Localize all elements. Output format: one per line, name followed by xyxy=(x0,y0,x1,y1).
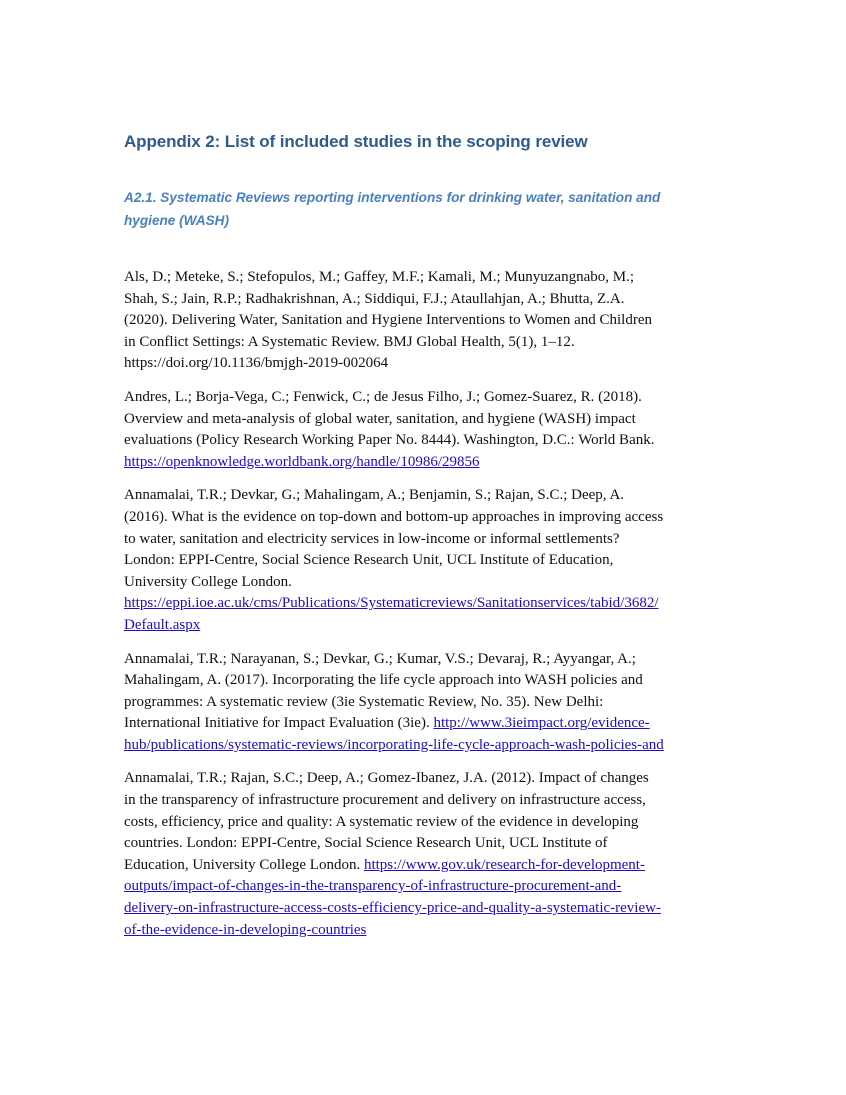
reference-link[interactable]: delivery-on-infrastructure-access-costs-efficiency-price-and-quality-a-systematic-review- xyxy=(124,900,661,917)
reference-link[interactable]: hub/publications/systematic-reviews/incorporating-life-cycle-approach-wash-policies-and xyxy=(124,736,664,753)
reference-text-line: Overview and meta-analysis of global water, sanitation, and hygiene (WASH) impact xyxy=(124,410,636,427)
reference-text-line: costs, efficiency, price and quality: A systematic review of the evidence in developing xyxy=(124,813,639,830)
reference-text-line: Education, University College London. xyxy=(124,856,364,873)
reference-link[interactable]: https://www.gov.uk/research-for-development- xyxy=(363,856,645,873)
reference-link[interactable]: https://eppi.ioe.ac.uk/cms/Publications/Systematicreviews/Sanitationservices/tabid/3682/ xyxy=(124,595,659,612)
reference-text-line: Als, D.; Meteke, S.; Stefopulos, M.; Gaffey, M.F.; Kamali, M.; Munyuzangnabo, M.; xyxy=(124,269,635,285)
reference-text-line: in the transparency of infrastructure procurement and delivery on infrastructure access, xyxy=(124,792,646,809)
reference-link[interactable]: http://www.3ieimpact.org/evidence- xyxy=(433,715,650,732)
appendix-title: Appendix 2: List of included studies in the scoping review xyxy=(124,132,588,151)
section-title: A2.1. Systematic Reviews reporting interventions for drinking water, sanitation and hygiene (WASH) xyxy=(124,190,661,228)
reference-text-line: (2016). What is the evidence on top-down and bottom-up approaches in improving access xyxy=(124,508,664,525)
reference-text-line: programmes: A systematic review (3ie Systematic Review, No. 35). New Delhi: xyxy=(124,693,604,710)
reference-entry xyxy=(124,387,724,473)
reference-link[interactable]: https://openknowledge.worldbank.org/handle/10986/29856 xyxy=(124,453,480,470)
reference-entry xyxy=(124,768,724,941)
reference-text-line: (2020). Delivering Water, Sanitation and Hygiene Interventions to Women and Children xyxy=(124,312,652,329)
reference-text-line: Shah, S.; Jain, R.P.; Radhakrishnan, A.; Siddiqui, F.J.; Ataullahjan, A.; Bhutta, Z.A. xyxy=(124,290,625,307)
reference-link[interactable]: Default.aspx xyxy=(124,616,201,633)
reference-text-line: evaluations (Policy Research Working Paper No. 8444). Washington, D.C.: World Bank. xyxy=(124,432,655,449)
reference-text-line: London: EPPI-Centre, Social Science Research Unit, UCL Institute of Education, xyxy=(124,552,614,569)
reference-text-line: International Initiative for Impact Evaluation (3ie). xyxy=(124,715,434,732)
reference-link[interactable]: outputs/impact-of-changes-in-the-transparency-of-infrastructure-procurement-and- xyxy=(124,878,622,895)
reference-text-line: Annamalai, T.R.; Devkar, G.; Mahalingam, A.; Benjamin, S.; Rajan, S.C.; Deep, A. xyxy=(124,487,625,504)
reference-text-line: Annamalai, T.R.; Rajan, S.C.; Deep, A.; Gomez-Ibanez, J.A. (2012). Impact of changes xyxy=(124,770,649,787)
reference-text-line: to water, sanitation and electricity services in low-income or informal settlements? xyxy=(124,530,620,547)
reference-text-line: https://doi.org/10.1136/bmjgh-2019-002064 xyxy=(124,355,389,372)
reference-entry xyxy=(124,649,724,757)
reference-text-line: Mahalingam, A. (2017). Incorporating the life cycle approach into WASH policies and xyxy=(124,672,643,689)
reference-entry xyxy=(124,485,724,636)
reference-text-line: countries. London: EPPI-Centre, Social Science Research Unit, UCL Institute of xyxy=(124,835,608,852)
document-page xyxy=(124,132,724,953)
reference-text-line: Annamalai, T.R.; Narayanan, S.; Devkar, G.; Kumar, V.S.; Devaraj, R.; Ayyangar, A.; xyxy=(124,650,636,667)
reference-text-line: Andres, L.; Borja-Vega, C.; Fenwick, C.; de Jesus Filho, J.; Gomez-Suarez, R. (2018). xyxy=(124,388,642,405)
reference-entry xyxy=(124,267,724,375)
reference-text-line: in Conflict Settings: A Systematic Review. BMJ Global Health, 5(1), 1–12. xyxy=(124,333,575,350)
reference-link[interactable]: of-the-evidence-in-developing-countries xyxy=(124,921,367,938)
reference-text-line: University College London. xyxy=(124,573,292,590)
